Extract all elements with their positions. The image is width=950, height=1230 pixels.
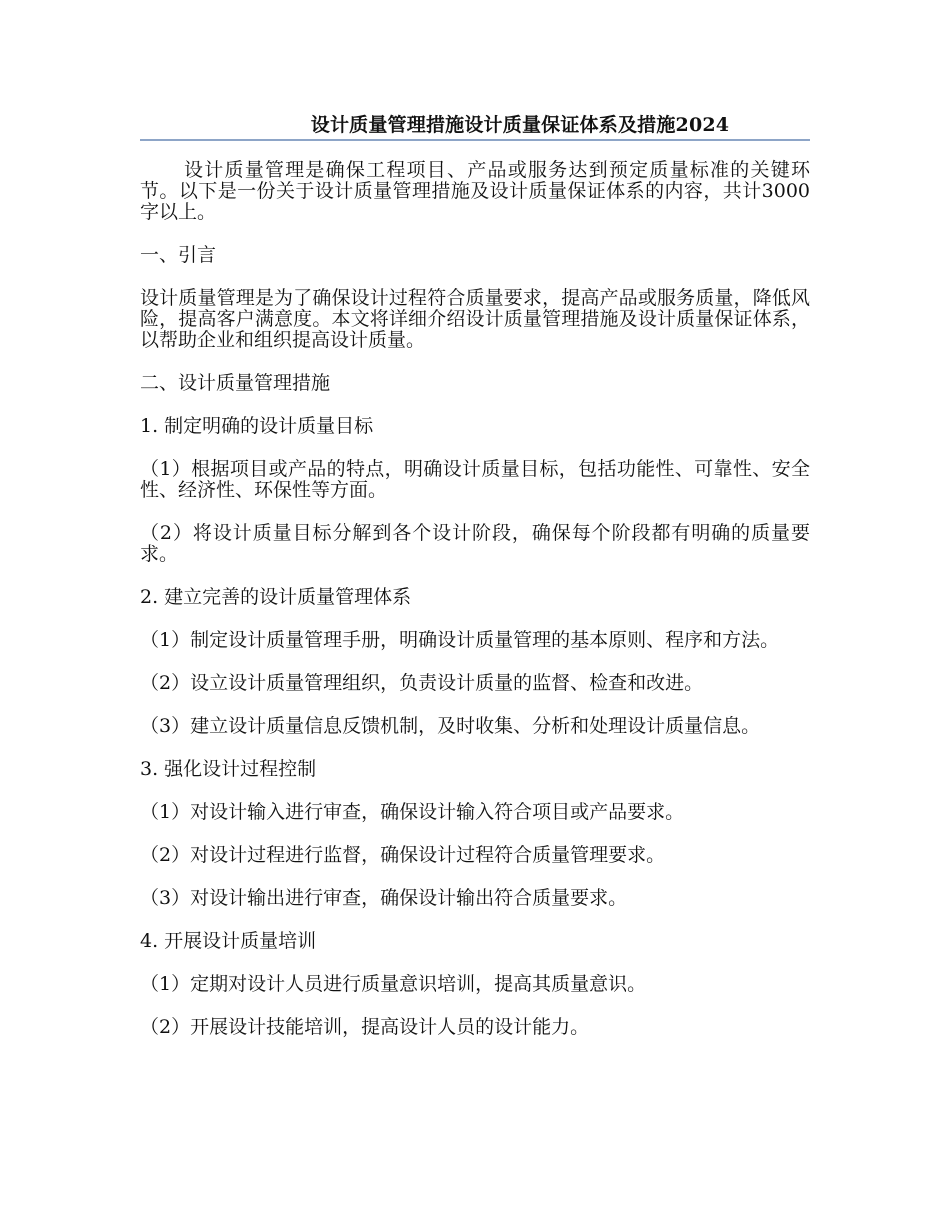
subheading-quality-training: 4. 开展设计质量培训 [140, 930, 317, 952]
subheading-process-control: 3. 强化设计过程控制 [140, 758, 317, 780]
list-item: （2）对设计过程进行监督，确保设计过程符合质量管理要求。 [140, 844, 666, 866]
list-item: （1）制定设计质量管理手册，明确设计质量管理的基本原则、程序和方法。 [140, 629, 780, 651]
section-heading-measures: 二、设计质量管理措施 [140, 372, 331, 394]
list-item: （3）对设计输出进行审查，确保设计输出符合质量要求。 [140, 887, 628, 909]
list-item: （3）建立设计质量信息反馈机制，及时收集、分析和处理设计质量信息。 [140, 715, 761, 737]
list-item: （2）设立设计质量管理组织，负责设计质量的监督、检查和改进。 [140, 672, 704, 694]
subheading-management-system: 2. 建立完善的设计质量管理体系 [140, 586, 412, 608]
title-underline [140, 139, 810, 141]
introduction-paragraph: 设计质量管理是为了确保设计过程符合质量要求，提高产品或服务质量，降低风险，提高客户满意度。本文将详细介绍设计质量管理措施及设计质量保证体系，以帮助企业和组织提高设计质量。 [140, 287, 810, 351]
document-title: 设计质量管理措施设计质量保证体系及措施2024 [310, 114, 730, 136]
list-item: （1）对设计输入进行审查，确保设计输入符合项目或产品要求。 [140, 801, 685, 823]
list-item: （2）将设计质量目标分解到各个设计阶段，确保每个阶段都有明确的质量要求。 [140, 522, 810, 565]
intro-paragraph: 设计质量管理是确保工程项目、产品或服务达到预定质量标准的关键环节。以下是一份关于设计质量管理措施及设计质量保证体系的内容，共计3000字以上。 [140, 159, 810, 223]
list-item: （1）定期对设计人员进行质量意识培训，提高其质量意识。 [140, 973, 647, 995]
document-body [140, 160, 810, 1060]
section-heading-introduction: 一、引言 [140, 244, 217, 266]
list-item: （2）开展设计技能培训，提高设计人员的设计能力。 [140, 1016, 590, 1038]
list-item: （1）根据项目或产品的特点，明确设计质量目标，包括功能性、可靠性、安全性、经济性、环保性等方面。 [140, 458, 810, 501]
subheading-quality-goals: 1. 制定明确的设计质量目标 [140, 415, 374, 437]
